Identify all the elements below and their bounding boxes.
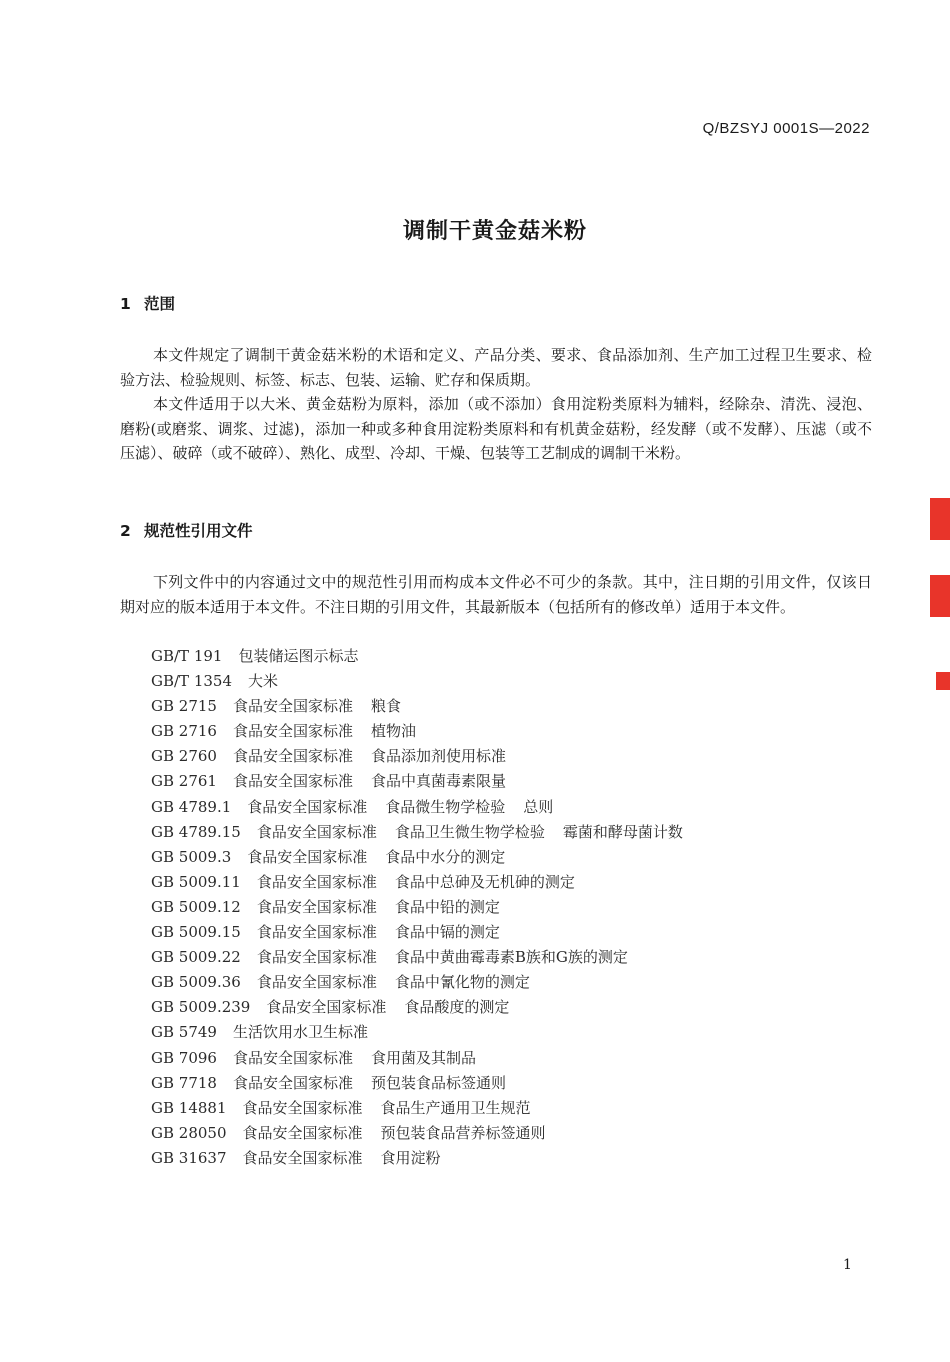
reference-item bbox=[151, 1121, 701, 1146]
document-title: 调制干黄金菇米粉 bbox=[402, 219, 587, 244]
reference-item bbox=[151, 970, 701, 995]
reference-item bbox=[151, 669, 701, 694]
reference-title-part: 食品中铅的测定 bbox=[394, 897, 500, 916]
reference-title-part: 食品安全国家标准 bbox=[247, 797, 368, 816]
reference-title-part: 食品安全国家标准 bbox=[247, 847, 368, 866]
reference-title-part: 食品中黄曲霉毒素B族和G族的测定 bbox=[394, 948, 628, 967]
reference-title-part: 食品安全国家标准 bbox=[256, 872, 377, 891]
reference-title-part: 食品安全国家标准 bbox=[242, 1148, 363, 1167]
reference-item bbox=[151, 1046, 701, 1071]
reference-title-part: 食品安全国家标准 bbox=[256, 973, 377, 992]
reference-title-part: 食品中氰化物的测定 bbox=[394, 973, 530, 992]
section-heading-references bbox=[120, 519, 253, 541]
reference-item bbox=[151, 995, 701, 1020]
section-title: 范围 bbox=[144, 295, 176, 313]
reference-title-part: 食品添加剂使用标准 bbox=[370, 747, 506, 766]
reference-item bbox=[151, 945, 701, 970]
reference-item bbox=[151, 1071, 701, 1096]
reference-title-part: 包装储运图示标志 bbox=[238, 647, 359, 665]
reference-code: GB 7718 bbox=[151, 1073, 217, 1092]
page-number: 1 bbox=[843, 1257, 852, 1273]
reference-item bbox=[151, 820, 701, 845]
reference-code: GB 28050 bbox=[151, 1123, 227, 1142]
reference-title-part: 食品安全国家标准 bbox=[256, 822, 377, 841]
section-number: 2 bbox=[120, 522, 131, 540]
reference-item bbox=[151, 1096, 701, 1121]
reference-title-part: 霉菌和酵母菌计数 bbox=[562, 822, 683, 841]
reference-code: GB 2715 bbox=[151, 697, 217, 716]
reference-item bbox=[151, 1146, 701, 1171]
reference-item bbox=[151, 870, 701, 895]
reference-title-part: 植物油 bbox=[370, 722, 416, 741]
section-title: 规范性引用文件 bbox=[144, 522, 253, 540]
reference-title-part: 食品安全国家标准 bbox=[232, 697, 353, 716]
reference-item bbox=[151, 1020, 701, 1045]
scope-paragraph-1: 本文件规定了调制干黄金菇米粉的术语和定义、产品分类、要求、食品添加剂、生产加工过程卫生要求、检验方法、检验规则、标签、标志、包装、运输、贮存和保质期。 bbox=[120, 346, 872, 389]
reference-title-part: 食品中总砷及无机砷的测定 bbox=[394, 872, 575, 891]
reference-title-part: 食用菌及其制品 bbox=[370, 1048, 476, 1067]
reference-code: GB 31637 bbox=[151, 1148, 227, 1167]
scope-paragraph-2: 本文件适用于以大米、黄金菇粉为原料，添加（或不添加）食用淀粉类原料为辅料，经除杂、清洗、浸泡、磨粉(或磨浆、调浆、过滤)，添加一种或多种食用淀粉类原料和有机黄金菇粉，经发酵（或不发酵）、压滤（或不压滤）、破碎（或不破碎）、熟化、成型、冷却、干燥、包装等工艺制成的调制干米粉。 bbox=[120, 395, 872, 462]
reference-code: GB 5009.3 bbox=[151, 847, 232, 866]
reference-code: GB 4789.1 bbox=[151, 797, 232, 816]
reference-code: GB 2716 bbox=[151, 722, 217, 741]
references-paragraph: 下列文件中的内容通过文中的规范性引用而构成本文件必不可少的条款。其中，注日期的引用文件，仅该日期对应的版本适用于本文件。不注日期的引用文件，其最新版本（包括所有的修改单）适用于本文件。 bbox=[120, 573, 872, 616]
reference-title-part: 食品安全国家标准 bbox=[256, 923, 377, 942]
reference-title-part: 食品酸度的测定 bbox=[404, 998, 510, 1017]
section-heading-scope bbox=[120, 292, 175, 314]
reference-title-part: 食品安全国家标准 bbox=[232, 772, 353, 791]
reference-title-part: 食用淀粉 bbox=[380, 1148, 441, 1167]
reference-item bbox=[151, 795, 701, 820]
reference-title-part: 食品安全国家标准 bbox=[256, 948, 377, 967]
reference-code: GB 2761 bbox=[151, 772, 217, 791]
reference-title-part: 食品安全国家标准 bbox=[256, 897, 377, 916]
seal-fragment-top bbox=[930, 498, 950, 540]
reference-title-part: 食品生产通用卫生规范 bbox=[380, 1098, 531, 1117]
reference-item bbox=[151, 644, 701, 669]
reference-title-part: 预包装食品标签通则 bbox=[370, 1073, 506, 1092]
reference-list bbox=[151, 644, 701, 1171]
reference-title-part: 食品安全国家标准 bbox=[232, 1073, 353, 1092]
reference-title-part: 食品卫生微生物学检验 bbox=[394, 822, 545, 841]
standard-code: Q/BZSYJ 0001S—2022 bbox=[702, 120, 870, 137]
reference-title-part: 食品中水分的测定 bbox=[385, 847, 506, 866]
reference-title-part: 食品安全国家标准 bbox=[242, 1123, 363, 1142]
reference-title-part: 食品安全国家标准 bbox=[266, 998, 387, 1017]
reference-title-part: 大米 bbox=[248, 672, 279, 691]
reference-code: GB 5009.15 bbox=[151, 923, 241, 942]
reference-code: GB/T 1354 bbox=[151, 672, 233, 691]
reference-title-part: 总则 bbox=[523, 797, 554, 816]
reference-code: GB/T 191 bbox=[151, 647, 223, 665]
reference-title-part: 食品中镉的测定 bbox=[394, 923, 500, 942]
reference-item bbox=[151, 845, 701, 870]
reference-item bbox=[151, 744, 701, 769]
reference-item bbox=[151, 719, 701, 744]
reference-code: GB 4789.15 bbox=[151, 822, 241, 841]
reference-title-part: 生活饮用水卫生标准 bbox=[232, 1023, 368, 1042]
reference-title-part: 食品安全国家标准 bbox=[232, 1048, 353, 1067]
reference-title-part: 预包装食品营养标签通则 bbox=[380, 1123, 546, 1142]
reference-title-part: 食品安全国家标准 bbox=[242, 1098, 363, 1117]
reference-code: GB 2760 bbox=[151, 747, 217, 766]
reference-title-part: 食品中真菌毒素限量 bbox=[370, 772, 506, 791]
reference-title-part: 食品安全国家标准 bbox=[232, 747, 353, 766]
reference-title-part: 食品微生物学检验 bbox=[385, 797, 506, 816]
reference-item bbox=[151, 895, 701, 920]
seal-fragment-bottom bbox=[936, 672, 950, 690]
reference-code: GB 5749 bbox=[151, 1023, 217, 1042]
reference-code: GB 5009.239 bbox=[151, 998, 251, 1017]
reference-code: GB 14881 bbox=[151, 1098, 227, 1117]
reference-title-part: 食品安全国家标准 bbox=[232, 722, 353, 741]
reference-code: GB 7096 bbox=[151, 1048, 217, 1067]
reference-code: GB 5009.12 bbox=[151, 897, 241, 916]
section-number: 1 bbox=[120, 295, 131, 313]
seal-fragment-middle bbox=[930, 575, 950, 617]
reference-code: GB 5009.36 bbox=[151, 973, 241, 992]
reference-code: GB 5009.22 bbox=[151, 948, 241, 967]
reference-item bbox=[151, 769, 701, 794]
reference-title-part: 粮食 bbox=[370, 697, 401, 716]
reference-item bbox=[151, 920, 701, 945]
reference-item bbox=[151, 694, 701, 719]
reference-code: GB 5009.11 bbox=[151, 872, 241, 891]
